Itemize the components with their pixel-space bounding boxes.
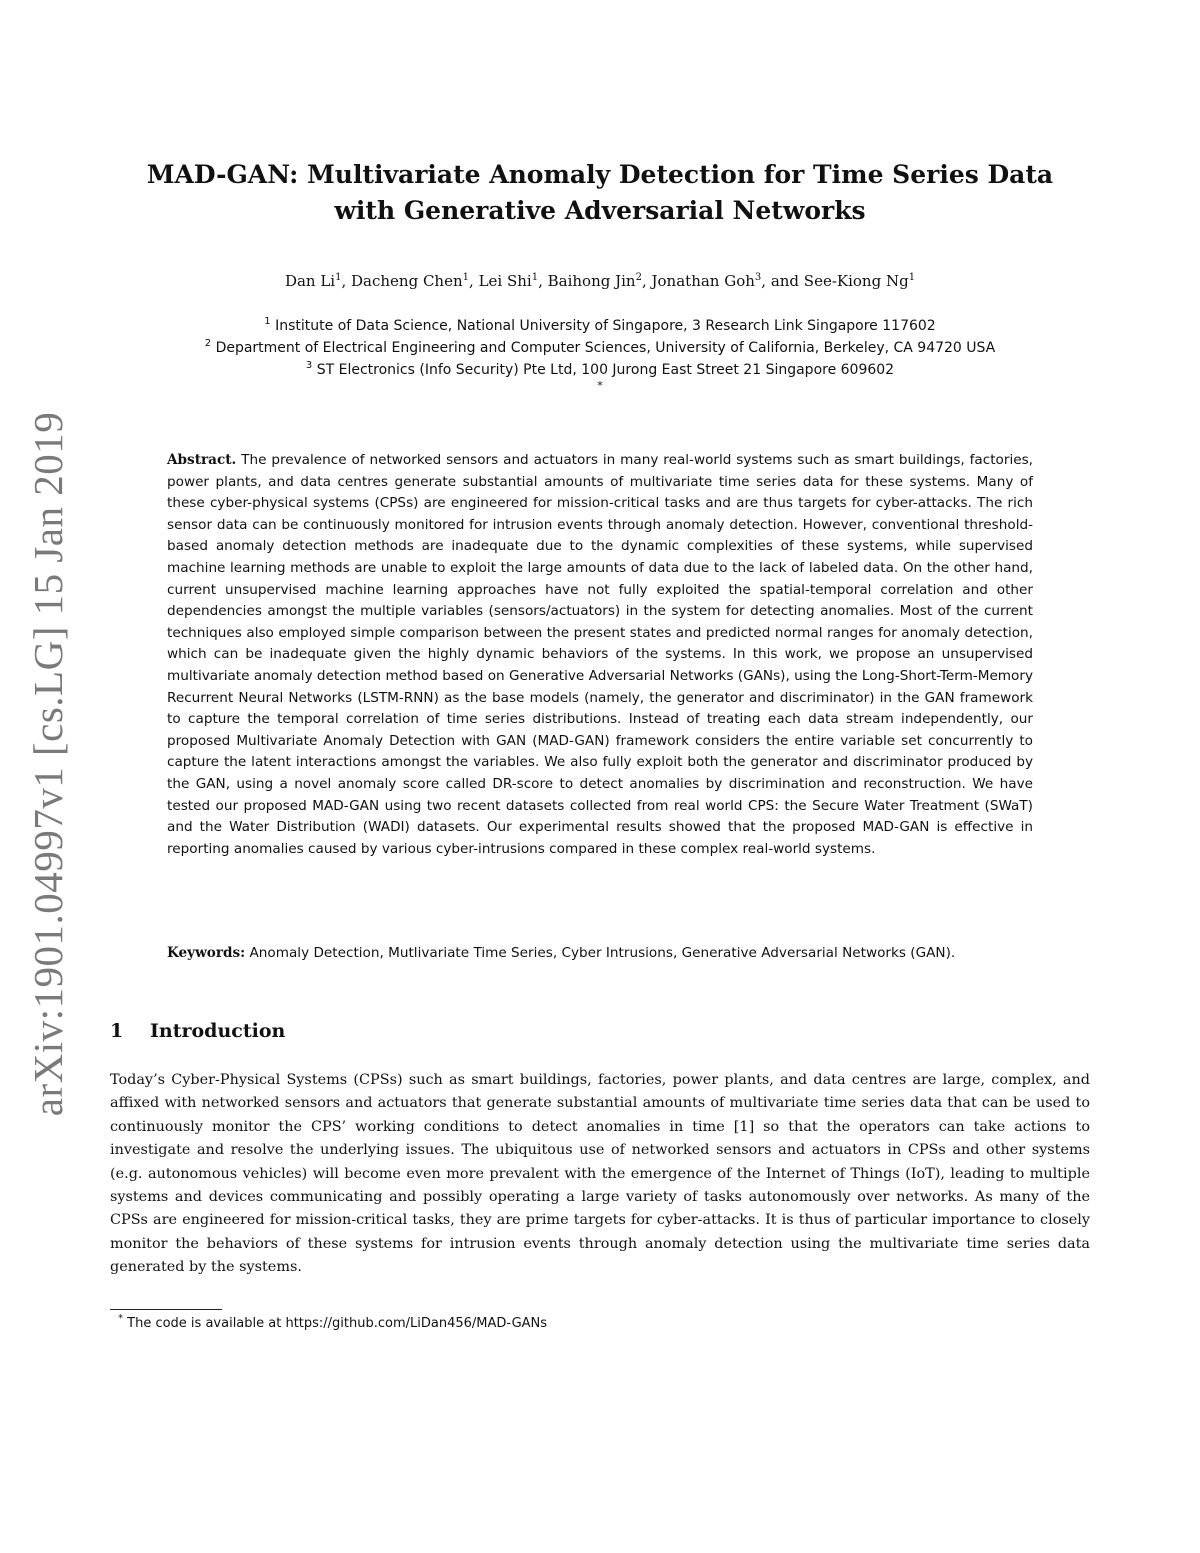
author-affiliation-mark: 2 [635, 272, 642, 283]
title-line-2: with Generative Adversarial Networks [334, 196, 866, 225]
affiliation [100, 315, 1100, 337]
footnote-text: The code is available at https://github.com/LiDan456/MAD-GANs [127, 1316, 548, 1331]
author-affiliation-mark: 3 [754, 272, 762, 283]
footnote-divider [110, 1309, 222, 1310]
affiliation [100, 337, 1100, 359]
abstract-text: The prevalence of networked sensors and actuators in many real-world systems such as smart buildings, factories, power plants, and data centres generate substantial amounts of multivariate time series data for these systems. Many of these cyber-physical systems (CPSs) are engineered for mission-critical tasks and are thus targets for cyber-attacks. The rich sensor data can be continuously monitored for intrusion events through anomaly detection. However, conventional threshold-based anomaly detection methods are inadequate due to the dynamic complexities of these systems, while supervised machine learning methods are unable to exploit the large amounts of data due to the lack of labeled data. On the other hand, current unsupervised machine learning approaches have not fully exploited the spatial-temporal correlation and other dependencies amongst the multiple variables (sensors/actuators) in the system for detecting anomalies. Most of the current techniques also employed simple comparison between the present states and predicted normal ranges for anomaly detection, which can be inadequate given the highly dynamic behaviors of the systems. In this work, we propose an unsupervised multivariate anomaly detection method based on Generative Adversarial Networks (GANs), using the Long-Short-Term-Memory Recurrent Neural Networks (LSTM-RNN) as the base models (namely, the generator and discriminator) in the GAN framework to capture the temporal correlation of time series distributions. Instead of treating each data stream independently, our proposed Multivariate Anomaly Detection with GAN (MAD-GAN) framework considers the entire variable set concurrently to capture the latent interactions amongst the variables. We also fully exploit both the generator and discriminator produced by the GAN, using a novel anomaly score called DR-score to detect anomalies by discrimination and reconstruction. We have tested our proposed MAD-GAN using two recent datasets collected from real world CPS: the Secure Water Treatment (SWaT) and the Water Distribution (WADI) datasets. Our experimental results showed that the proposed MAD-GAN is effective in reporting anomalies caused by various cyber-intrusions compared in these complex real-world systems. [167, 452, 1033, 857]
affiliation-list [100, 315, 1100, 391]
affiliation-text: Department of Electrical Engineering and Computer Sciences, University of California, Berkeley, CA 94720 USA [215, 340, 996, 356]
abstract [167, 450, 1033, 860]
author-name: See-Kiong Ng [803, 272, 909, 290]
author-name: Lei Shi [478, 272, 532, 290]
author-separator: , [341, 272, 352, 290]
affiliation [100, 359, 1100, 381]
title-line-1: MAD-GAN: Multivariate Anomaly Detection for Time Series Data [146, 160, 1054, 189]
author [351, 272, 479, 290]
author-separator: , [538, 272, 548, 290]
section-heading [110, 1020, 285, 1042]
author-name: Dacheng Chen [351, 272, 463, 290]
paper-title [100, 157, 1100, 229]
author [548, 272, 652, 290]
author-name: Dan Li [284, 272, 336, 290]
affiliation-text: ST Electronics (Info Security) Pte Ltd, 100 Jurong East Street 21 Singapore 609602 [316, 362, 895, 378]
footnote [118, 1313, 548, 1331]
section-number: 1 [110, 1020, 124, 1042]
author [804, 272, 915, 290]
keywords-label: Keywords: [167, 945, 246, 961]
footnote-marker: * [118, 1313, 123, 1324]
section-title: Introduction [150, 1020, 286, 1042]
author-name: Jonathan Goh [651, 272, 755, 290]
keywords [167, 943, 1033, 965]
affiliation-number: 1 [264, 316, 271, 327]
author [479, 272, 548, 290]
author-affiliation-mark: 1 [908, 272, 916, 283]
affiliation-asterisk: * [597, 379, 603, 392]
affiliation-number: 3 [305, 360, 313, 371]
author-separator: , and [761, 272, 804, 290]
keywords-text: Anomaly Detection, Mutlivariate Time Series, Cyber Intrusions, Generative Adversarial Networks (GAN). [249, 945, 956, 961]
affiliation-number: 2 [204, 338, 212, 349]
author [285, 272, 351, 290]
author-separator: , [641, 272, 652, 290]
author-affiliation-mark: 1 [335, 272, 342, 283]
author-name: Baihong Jin [547, 272, 636, 290]
affiliation-text: Institute of Data Science, National University of Singapore, 3 Research Link Singapore 117602 [275, 318, 936, 334]
author-affiliation-mark: 1 [462, 272, 470, 283]
author [652, 272, 804, 290]
author-affiliation-mark: 1 [531, 272, 539, 283]
author-list [100, 272, 1100, 290]
arxiv-identifier-text: arXiv:1901.04997v1 [cs.LG] 15 Jan 2019 [25, 411, 71, 1117]
abstract-label: Abstract. [167, 452, 237, 468]
introduction-paragraph: Today’s Cyber-Physical Systems (CPSs) such as smart buildings, factories, power plants, and data centres are large, complex, and affixed with networked sensors and actuators that generate substantial amounts of multivariate time series data that can be used to continuously monitor the CPS’ working conditions to detect anomalies in time [1] so that the operators can take actions to investigate and resolve the underlying issues. The ubiquitous use of networked sensors and actuators in CPSs and other systems (e.g. autonomous vehicles) will become even more prevalent with the emergence of the Internet of Things (IoT), leading to multiple systems and devices communicating and possibly operating a large variety of tasks autonomously over networks. As many of the CPSs are engineered for mission-critical tasks, they are prime targets for cyber-attacks. It is thus of particular importance to closely monitor the behaviors of these systems for intrusion events through anomaly detection using the multivariate time series data generated by the systems. [110, 1072, 1090, 1276]
author-separator: , [469, 272, 479, 290]
